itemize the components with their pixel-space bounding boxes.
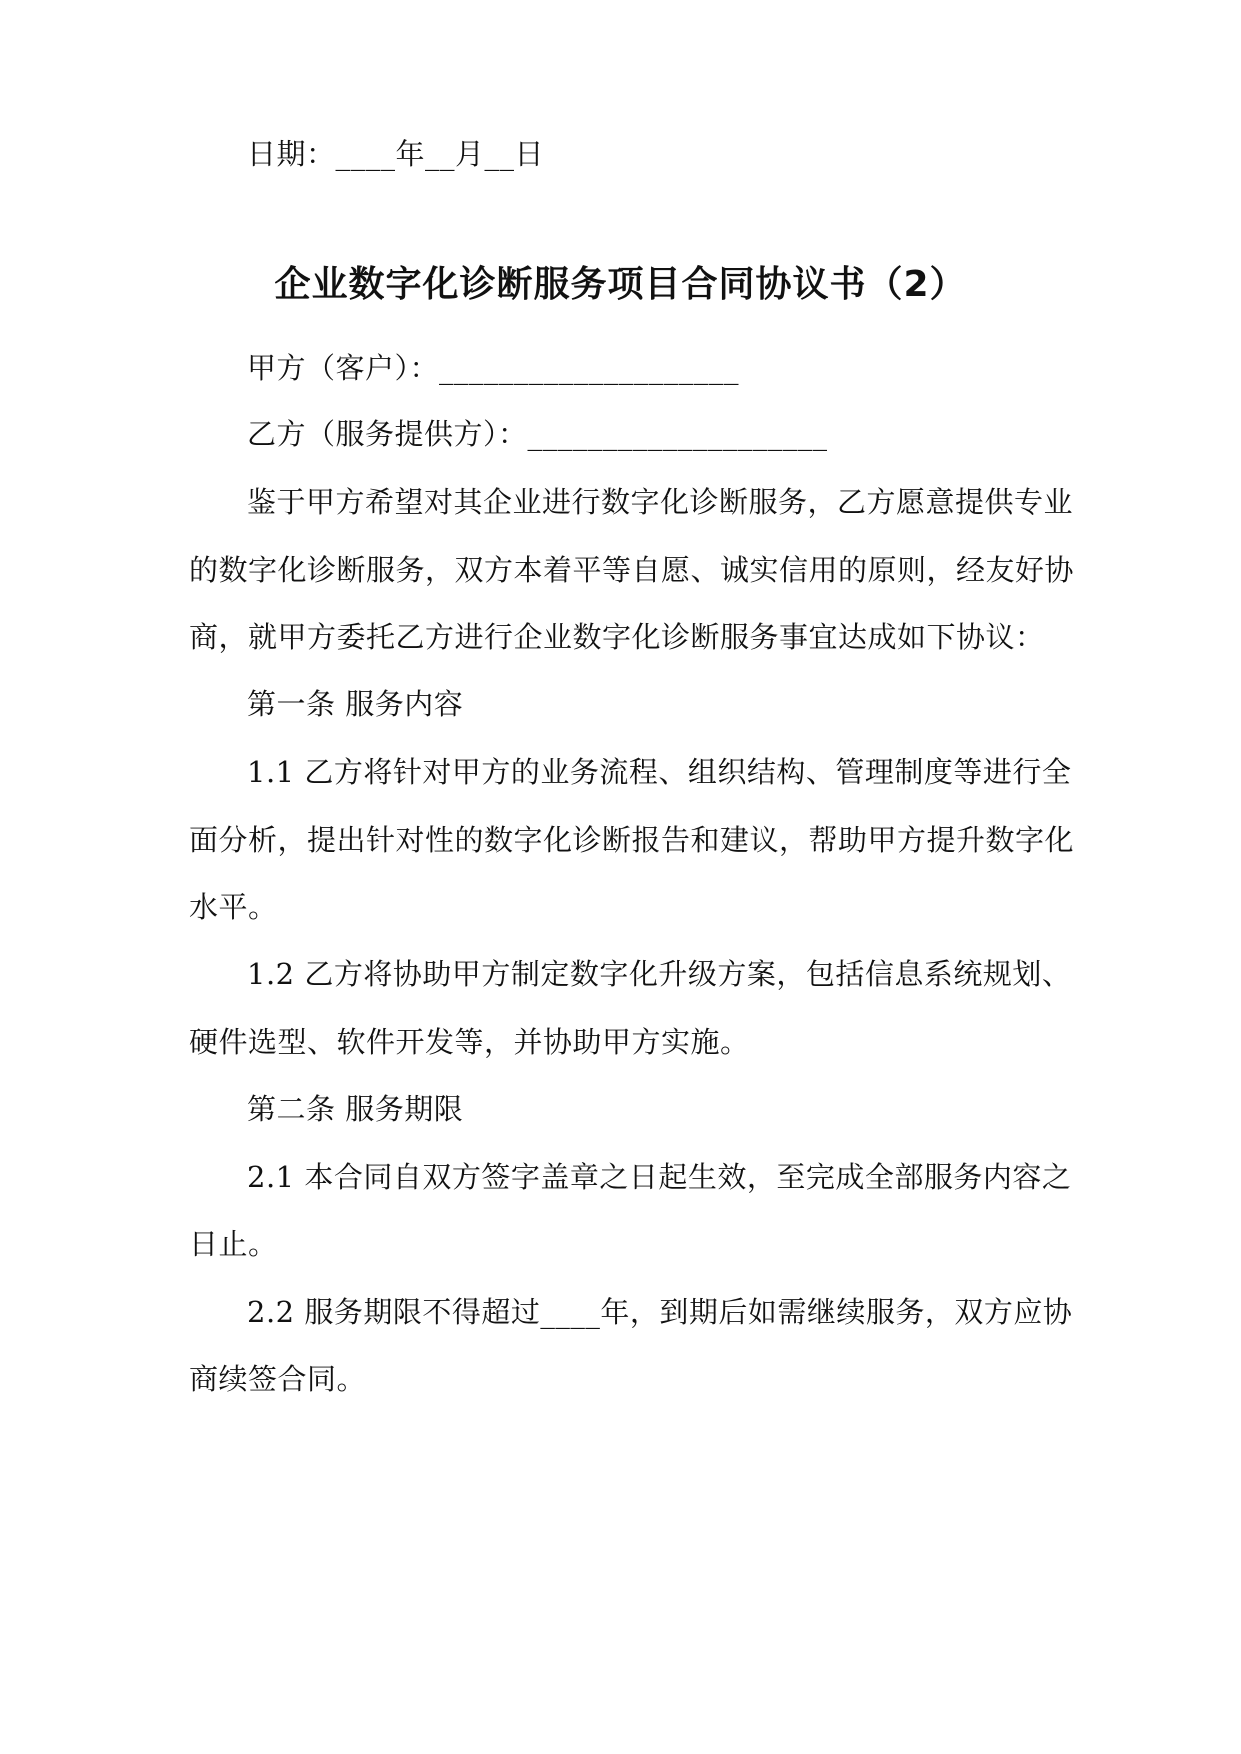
clause-1-2-line: 硬件选型、软件开发等，并协助甲方实施。 [189, 1025, 750, 1059]
clause-1-1-line: 面分析，提出针对性的数字化诊断报告和建议，帮助甲方提升数字化 [189, 823, 1075, 857]
preamble-line: 商，就甲方委托乙方进行企业数字化诊断服务事宜达成如下协议： [189, 620, 1045, 654]
clause-2-1-line: 2.1 本合同自双方签字盖章之日起生效，至完成全部服务内容之 [247, 1160, 1072, 1194]
article-1-heading: 第一条 服务内容 [247, 687, 464, 721]
party-a-line: 甲方（客户）：____________________ [247, 351, 740, 385]
clause-2-2-line: 2.2 服务期限不得超过____年，到期后如需继续服务，双方应协 [247, 1295, 1073, 1329]
document-title: 企业数字化诊断服务项目合同协议书（2） [274, 264, 967, 305]
article-2-heading: 第二条 服务期限 [247, 1092, 464, 1126]
preamble-line: 的数字化诊断服务，双方本着平等自愿、诚实信用的原则，经友好协 [189, 553, 1075, 587]
clause-1-1-line: 1.1 乙方将针对甲方的业务流程、组织结构、管理制度等进行全 [247, 755, 1072, 789]
date-line: 日期：____年__月__日 [247, 137, 545, 171]
party-b-line: 乙方（服务提供方）：____________________ [247, 417, 828, 451]
preamble-line: 鉴于甲方希望对其企业进行数字化诊断服务，乙方愿意提供专业 [247, 485, 1074, 519]
clause-1-1-line: 水平。 [189, 890, 278, 924]
clause-1-2-line: 1.2 乙方将协助甲方制定数字化升级方案，包括信息系统规划、 [247, 957, 1072, 991]
clause-2-1-line: 日止。 [189, 1227, 278, 1261]
clause-2-2-line: 商续签合同。 [189, 1362, 367, 1396]
